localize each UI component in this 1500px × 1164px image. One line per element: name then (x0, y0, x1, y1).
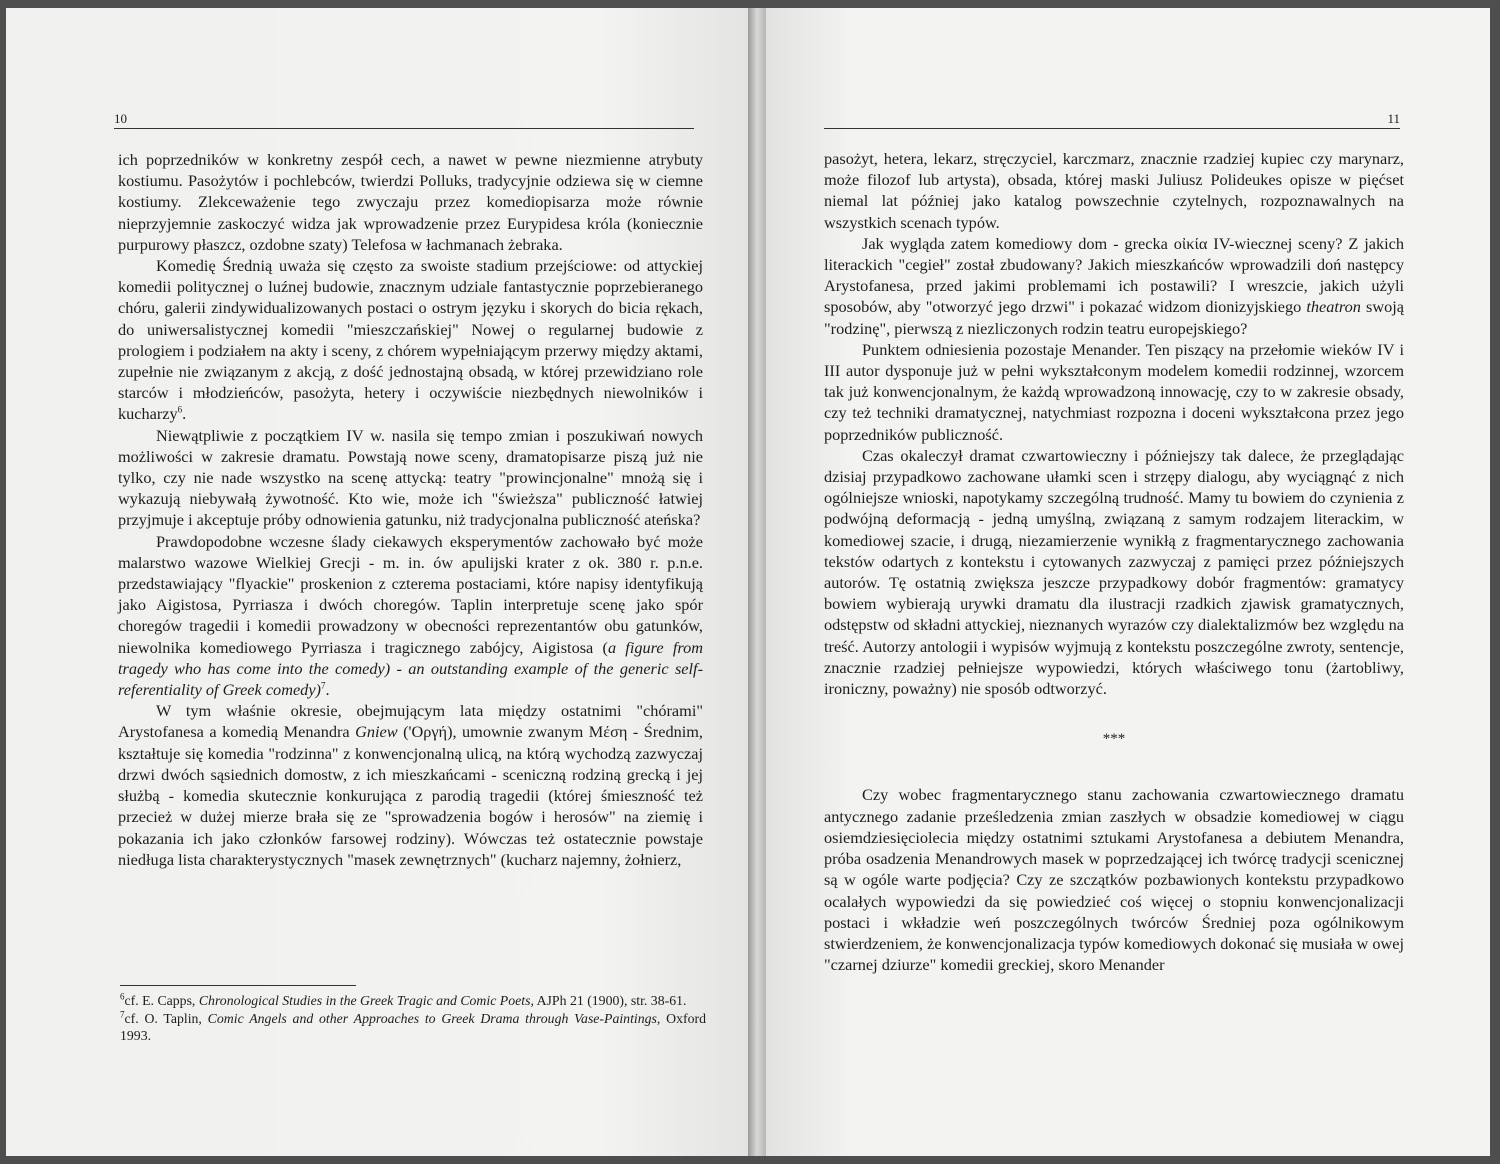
paragraph: Prawdopodobne wczesne ślady ciekawych eksperymentów zachowało być może malarstwo wazowe Wielkiej Grecji - m. in. ów apulijski krater z ok. 380 r. p.n.e. przedstawiający "flyackie" proskenion z czterema postaciami, które napisy identyfikują jako Aigistosa, Pyrriasza i dwóch choregów. Taplin interpretuje scenę jako spór choregów tragedii i komedii prowadzony w obecności reprezentantów obu gatunków, niewolnika komediowego Pyrriasza i tragicznego zabójcy, Aigistosa (a figure from tragedy who has come into the comedy) - an outstanding example of the generic self-referentiality of Greek comedy)$^7$. (118, 531, 703, 700)
paragraph: Czas okaleczył dramat czwartowieczny i późniejszy tak dalece, że przeglądając dzisiaj przypadkowo zachowane ułamki scen i strzępy dialogu, aby wyciągnąć z nich ogólniejsze wnioski, napotykamy szczególną trudność. Mamy tu bowiem do czynienia z podwójną deformacją - jedną umyślną, związaną z samym rodzajem literackim, w komediowej szacie, i drugą, niezamierzenie wynikłą z fragmentarycznego zachowania tekstów odartych z kontekstu i cytowanych zazwyczaj z pamięci przez późniejszych autorów. Tę ostatnią zwiększa jeszcze przypadkowy dobór fragmentów: gramatycy bowiem wybierają urywki dramatu dla ilustracji rzadkich zjawisk gramatycznych, odstępstw od składni attyckiej, nieznanych wyrazów czy dialektalizmów bez względu na treść. Autorzy antologii i wypisów wyjmują z kontekstu poszczególne zwroty, sentencje, znacznie rzadziej pełniejsze wypowiedzi, których właściwego tonu (żartobliwy, ironiczny, poważny) nie sposób odtworzyć. (824, 445, 1404, 699)
footnote: $^6$cf. E. Capps, Chronological Studies in the Greek Tragic and Comic Poets, AJPh 21 (1900), str. 38-61. (120, 991, 687, 1008)
footnotes (120, 992, 706, 1045)
left-body-text (118, 149, 703, 870)
book-spread (6, 8, 1490, 1156)
section-separator: *** (1102, 731, 1126, 748)
paragraph: pasożyt, hetera, lekarz, stręczyciel, karczmarz, znacznie rzadziej kupiec czy marynarz, może filozof lub artysta), obsada, której maski Juliusz Polideukes opisze w pięćset niemal lat później jako katalog powszechnie czytelnych, rozpoznawalnych na wszystkich scenach typów. (824, 149, 1404, 232)
footnote-divider (120, 985, 356, 986)
page-number: 11 (1387, 111, 1400, 126)
paragraph: Punktem odniesienia pozostaje Menander. Ten piszący na przełomie wieków IV i III autor dysponuje już w pełni wykształconym modelem komedii rodzinnej, wzorcem tak już konwencjonalnym, że każdą wprowadzoną innowację, czy to w zakresie obsady, czy też techniki dramatycznej, natychmiast rozpozna i doceni wykształcona przez jego poprzedników publiczność. (824, 339, 1404, 444)
right-page (766, 8, 1490, 1156)
page-number: 10 (114, 111, 127, 126)
page-header-left (114, 112, 694, 129)
paragraph: Czy wobec fragmentarycznego stanu zachowania czwartowiecznego dramatu antycznego zadanie prześledzenia zmian zaszłych w obsadzie komediowej w ciągu osiemdziesięciolecia między ostatnimi sztukami Arystofanesa a debiutem Menandra, próba osadzenia Menandrowych masek w poprzedzającej ich twórcę tradycji scenicznej są w ogóle warte podjęcia? Czy ze szczątków pozbawionych kontekstu przypadkowo ocalałych wypowiedzi da się powiedzieć coś więcej o stopniu konwencjonalizacji postaci i wkładzie weń poszczególnych twórców Średniej poza ogólnikowym stwierdzeniem, że konwencjonalizacja typów komediowych dokonać się musiała w owej "czarnej dziurze" komedii greckiej, skoro Menander (824, 785, 1404, 975)
left-page (6, 8, 748, 1156)
right-body-text (824, 148, 1404, 975)
paragraph: Niewątpliwie z początkiem IV w. nasila się tempo zmian i poszukiwań nowych możliwości w zakresie dramatu. Powstają nowe sceny, dramatopisarze piszą już nie tylko, czy nie nade wszystko na scenę attycką: teatry "prowincjonalne" mnożą się i wykazują niebywałą żywotność. Kto wie, może ich "świeższa" publiczność łatwiej przyjmuje i akceptuje próby odnowienia gatunku, niż tradycjonalna publiczność ateńska? (118, 425, 703, 530)
paragraph: Jak wygląda zatem komediowy dom - grecka οἰκία IV-wiecznej sceny? Z jakich literackich "cegieł" został zbudowany? Jakich mieszkańców wprowadzili doń następcy Arystofanesa, przed jakimi problemami ich postawili? I wreszcie, jakich użyli sposobów, aby "otworzyć jego drzwi" i pokazać widzom dionizyjskiego theatron swoją "rodzinę", pierwszą z niezliczonych rodzin teatru europejskiego? (824, 233, 1404, 338)
paragraph: ich poprzedników w konkretny zespół cech, a nawet w pewne niezmienne atrybuty kostiumu. Pasożytów i pochlebców, twierdzi Polluks, tradycyjnie odziewa się w ciemne kostiumy. Zlekceważenie tego zwyczaju przez komediopisarza może równie nieprzyjemnie zaskoczyć widza jak wprowadzenie przez Eurypidesa króla (koniecznie purpurowy płaszcz, ozdobne szaty) Telefosa w łachmanach żebraka. (118, 150, 703, 254)
book-gutter (748, 8, 766, 1156)
footnote-ref: 7 (320, 680, 326, 691)
footnote-ref: 6 (177, 405, 183, 416)
footnote: $^7$cf. O. Taplin, Comic Angels and other Approaches to Greek Drama through Vase-Paintings, Oxford 1993. (120, 1008, 706, 1043)
paragraph: Komedię Średnią uważa się często za swoiste stadium przejściowe: od attyckiej komedii politycznej o luźnej budowie, znacznym udziale fantastycznie poprzebieranego chóru, galerii zindywidualizowanych postaci o ostrym języku i skorych do bicia rękach, do uniwersalistycznej komedii "mieszczańskiej" Nowej o regularnej budowie z prologiem i podziałem na akty i sceny, z chórem wypełniającym przerwy między aktami, zupełnie nie związanym z akcją, z dość jednostajną obsadą, w której przewidziano role starców i młodzieńców, pasożyta, hetery i oczywiście niezbędnych niewolników i kucharzy$^6$. (118, 256, 703, 424)
page-header-right (824, 112, 1400, 129)
paragraph: W tym właśnie okresie, obejmującym lata między ostatnimi "chórami" Arystofanesa a komedią Menandra Gniew ('Οργή), umownie zwanym Μέση - Średnim, kształtuje się komedia "rodzinna" z konwencjonalną ulicą, na którą wychodzą zazwyczaj drzwi dwóch sąsiednich domostw, z ich mieszkańcami - sceniczną rodziną grecką i jej służbą - komedia skutecznie konkurująca z parodią tragedii (której śmieszność też przecież w dużej mierze brała się ze "sprowadzenia bogów i herosów" na ziemię i pokazania ich jako członków farsowej rodziny). Wówczas też ostatecznie powstaje niedługa lista charakterystycznych "masek zewnętrznych" (kucharz najemny, żołnierz, (118, 701, 703, 869)
